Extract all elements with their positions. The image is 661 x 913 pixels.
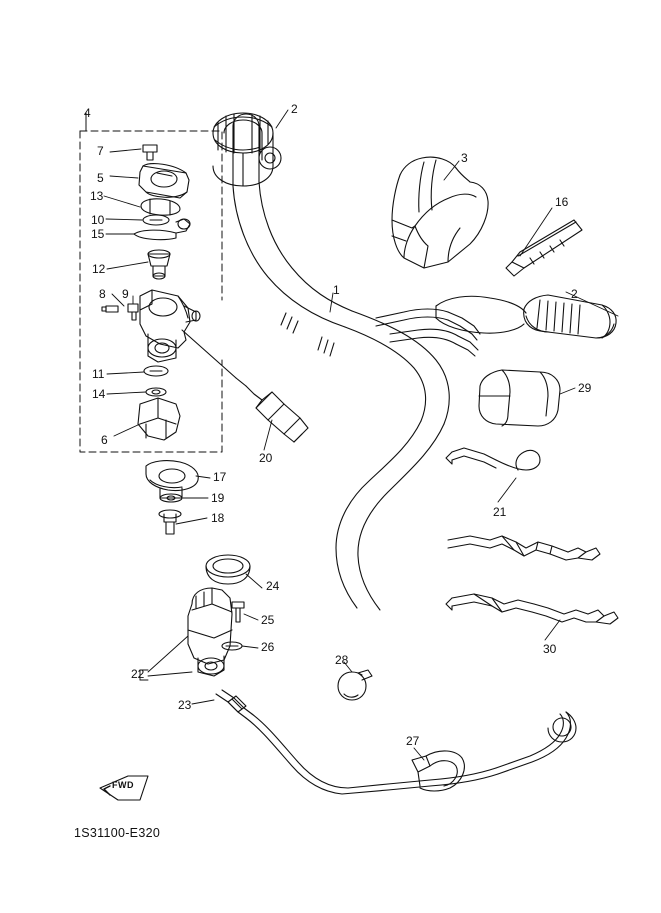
callout-9: 9 (122, 287, 129, 301)
callout-29: 29 (578, 381, 592, 395)
master-cylinder-cap-assembly (134, 145, 190, 279)
rubber-cover (479, 370, 560, 426)
brake-cable-front (182, 330, 308, 442)
throttle-housing (188, 555, 250, 676)
callout-23: 23 (178, 698, 192, 712)
callout-8: 8 (99, 287, 106, 301)
callout-20: 20 (259, 451, 273, 465)
callout-21: 21 (493, 505, 507, 519)
callout-12: 12 (92, 262, 106, 276)
callout-13: 13 (90, 189, 104, 203)
callout-22: 22 (131, 667, 145, 681)
callout-2: 2 (291, 102, 298, 116)
grip-left (213, 113, 281, 186)
callout-16: 16 (555, 195, 569, 209)
cable-tie (506, 220, 582, 276)
small-fasteners (102, 304, 138, 320)
callout-18: 18 (211, 511, 225, 525)
master-cylinder-body (138, 290, 200, 440)
callout-2-right: 2 (571, 287, 578, 301)
callout-3: 3 (461, 151, 468, 165)
fwd-direction-label: FWD (112, 780, 134, 790)
callout-15: 15 (91, 227, 105, 241)
callout-4: 4 (84, 106, 91, 120)
leader-lines (104, 110, 618, 760)
brake-lever (392, 157, 488, 268)
callout-19: 19 (211, 491, 225, 505)
throttle-cable (216, 690, 576, 794)
callout-24: 24 (266, 579, 280, 593)
callout-27: 27 (406, 734, 420, 748)
callout-10: 10 (91, 213, 105, 227)
callout-6: 6 (101, 433, 108, 447)
callout-7: 7 (97, 144, 104, 158)
grip-right (436, 295, 616, 338)
lower-clamp-assembly (146, 461, 198, 534)
callout-28: 28 (335, 653, 349, 667)
cable-21 (446, 448, 600, 560)
callout-1: 1 (333, 283, 340, 297)
cable-30 (446, 594, 618, 624)
handlebar (233, 114, 449, 610)
callout-30: 30 (543, 642, 557, 656)
callout-26: 26 (261, 640, 275, 654)
cable-clip (338, 670, 372, 700)
callout-14: 14 (92, 387, 106, 401)
callout-17: 17 (213, 470, 227, 484)
diagram-part-code: 1S31100-E320 (74, 826, 161, 840)
callout-11: 11 (92, 367, 105, 381)
callout-25: 25 (261, 613, 275, 627)
callout-5: 5 (97, 171, 104, 185)
